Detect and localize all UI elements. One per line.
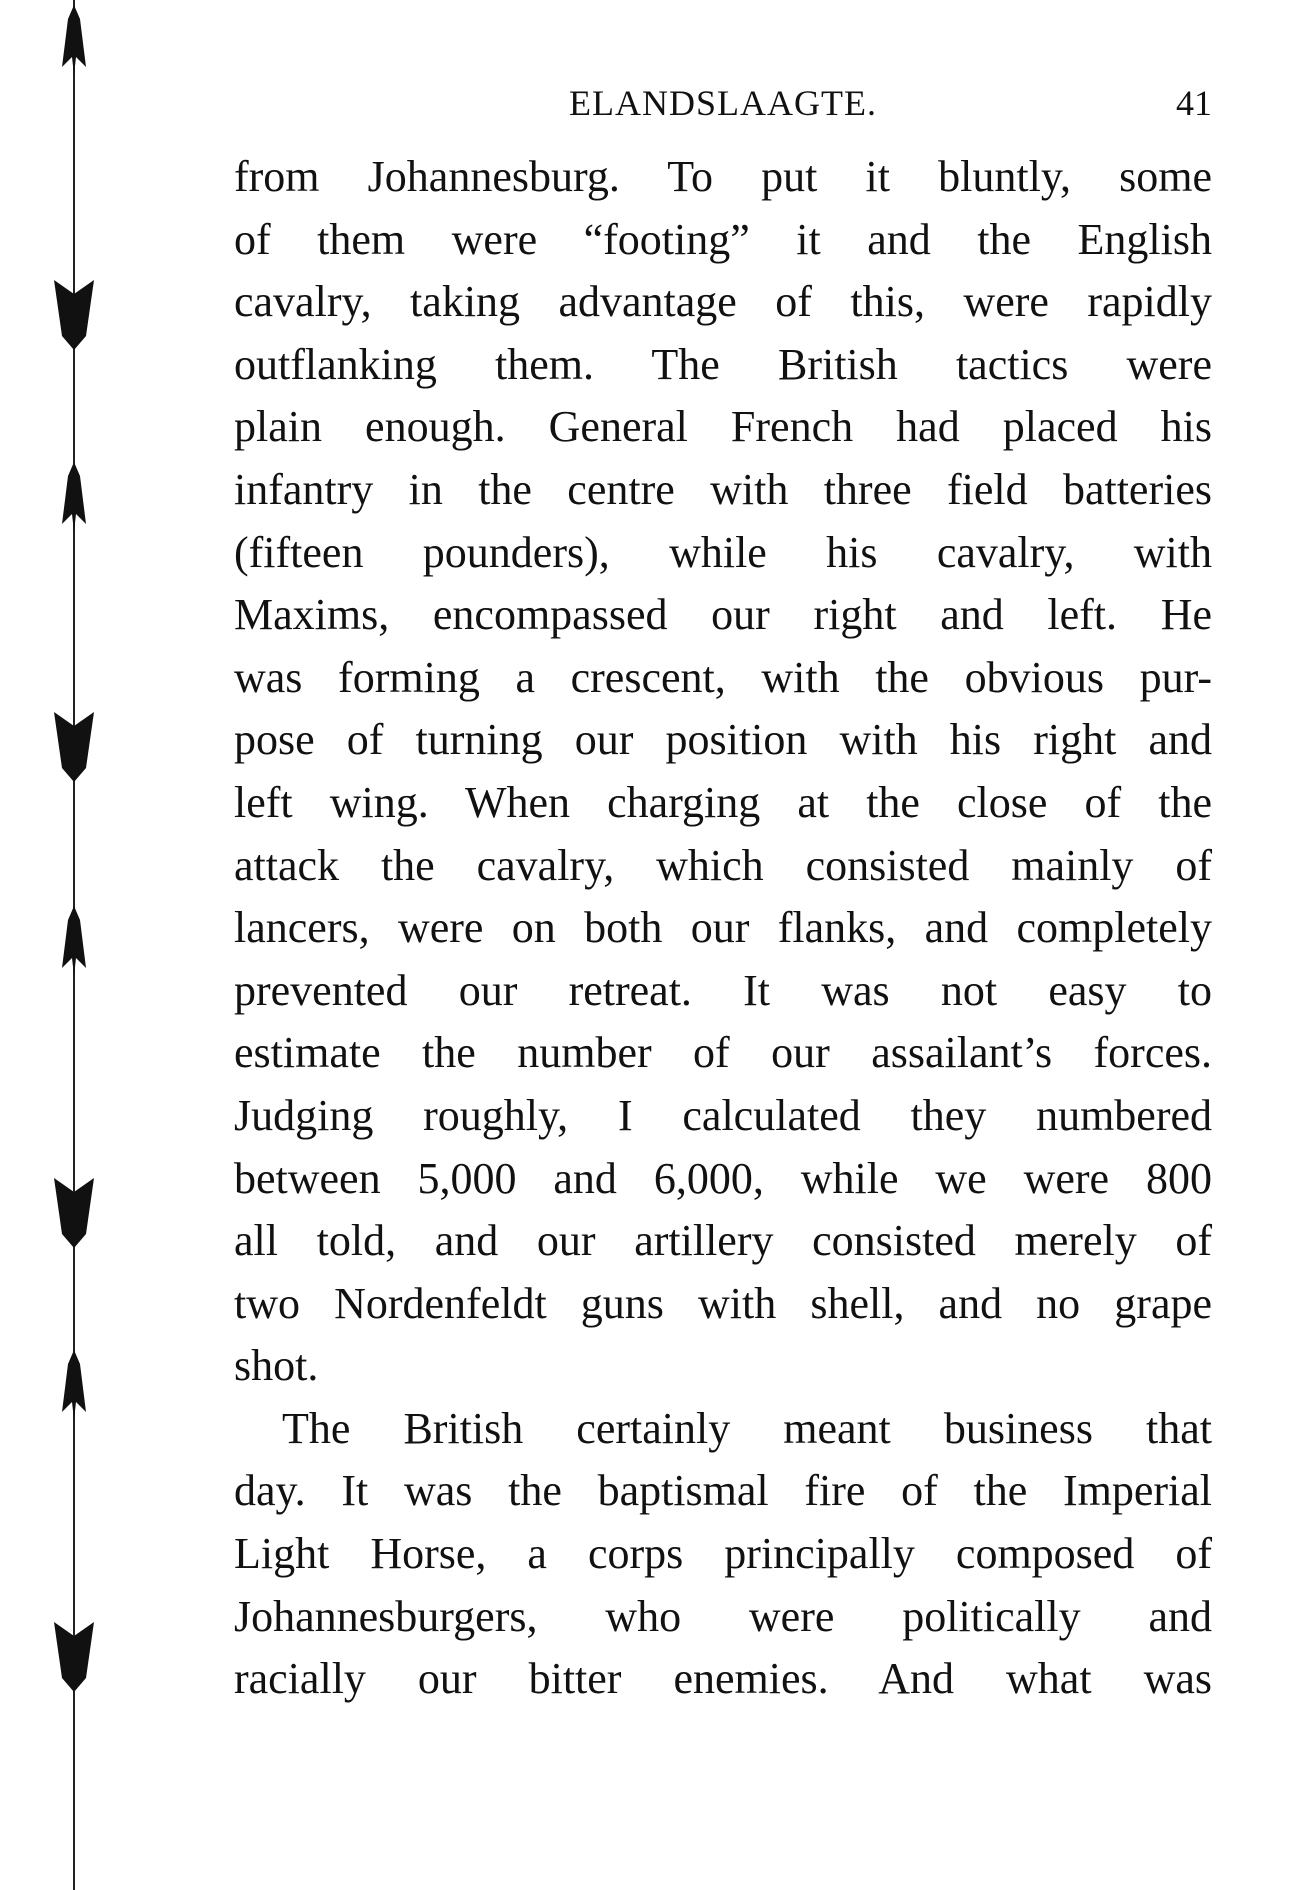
text-line: left wing. When charging at the close of the — [234, 777, 1212, 827]
text-line: outflanking them. The British tactics were — [234, 339, 1212, 389]
arrow-down-ornament-icon — [50, 280, 98, 350]
text-line: Light Horse, a corps principally composed of — [234, 1529, 1212, 1579]
text-line: from Johannesburg. To put it bluntly, some — [234, 152, 1212, 201]
arrow-up-ornament-icon — [50, 462, 98, 532]
text-line: Judging roughly, I calculated they numbered — [234, 1090, 1212, 1140]
text-line: between 5,000 and 6,000, while we were 800 — [234, 1153, 1212, 1203]
text-line: (fifteen pounders), while his cavalry, with — [234, 527, 1212, 577]
arrow-down-ornament-icon — [50, 712, 98, 782]
text-line: Maxims, encompassed our right and left. He — [234, 590, 1212, 640]
text-line: was forming a crescent, with the obvious pur- — [234, 652, 1212, 702]
text-line: estimate the number of our assailant’s forces. — [234, 1028, 1212, 1078]
arrow-up-ornament-icon — [50, 1350, 98, 1420]
text-line: shot. — [234, 1341, 319, 1391]
text-line: infantry in the centre with three field batteries — [234, 464, 1212, 514]
text-line: The British certainly meant business that — [282, 1403, 1212, 1453]
arrow-down-ornament-icon — [50, 1622, 98, 1692]
page-header — [234, 82, 1212, 132]
text-line: racially our bitter enemies. And what was — [234, 1654, 1212, 1704]
running-title: ELANDSLAAGTE. — [569, 83, 877, 123]
text-line: lancers, were on both our flanks, and completely — [234, 903, 1212, 953]
text-line: pose of turning our position with his right and — [234, 715, 1212, 765]
text-line: prevented our retreat. It was not easy to — [234, 965, 1212, 1015]
text-line: two Nordenfeldt guns with shell, and no grape — [234, 1278, 1212, 1328]
arrow-down-ornament-icon — [50, 1178, 98, 1248]
text-line: attack the cavalry, which consisted mainly of — [234, 840, 1212, 890]
text-line: day. It was the baptismal fire of the Imperial — [234, 1466, 1212, 1516]
body-text — [234, 146, 1212, 1711]
text-line: plain enough. General French had placed his — [234, 402, 1212, 452]
page-number: 41 — [1176, 83, 1212, 123]
arrow-up-ornament-icon — [50, 906, 98, 976]
text-line: Johannesburgers, who were politically and — [234, 1591, 1212, 1641]
arrow-up-ornament-icon — [50, 5, 98, 75]
text-line: cavalry, taking advantage of this, were rapidly — [234, 277, 1212, 327]
text-line: all told, and our artillery consisted merely of — [234, 1216, 1212, 1266]
text-line: of them were “footing” it and the English — [234, 214, 1212, 264]
